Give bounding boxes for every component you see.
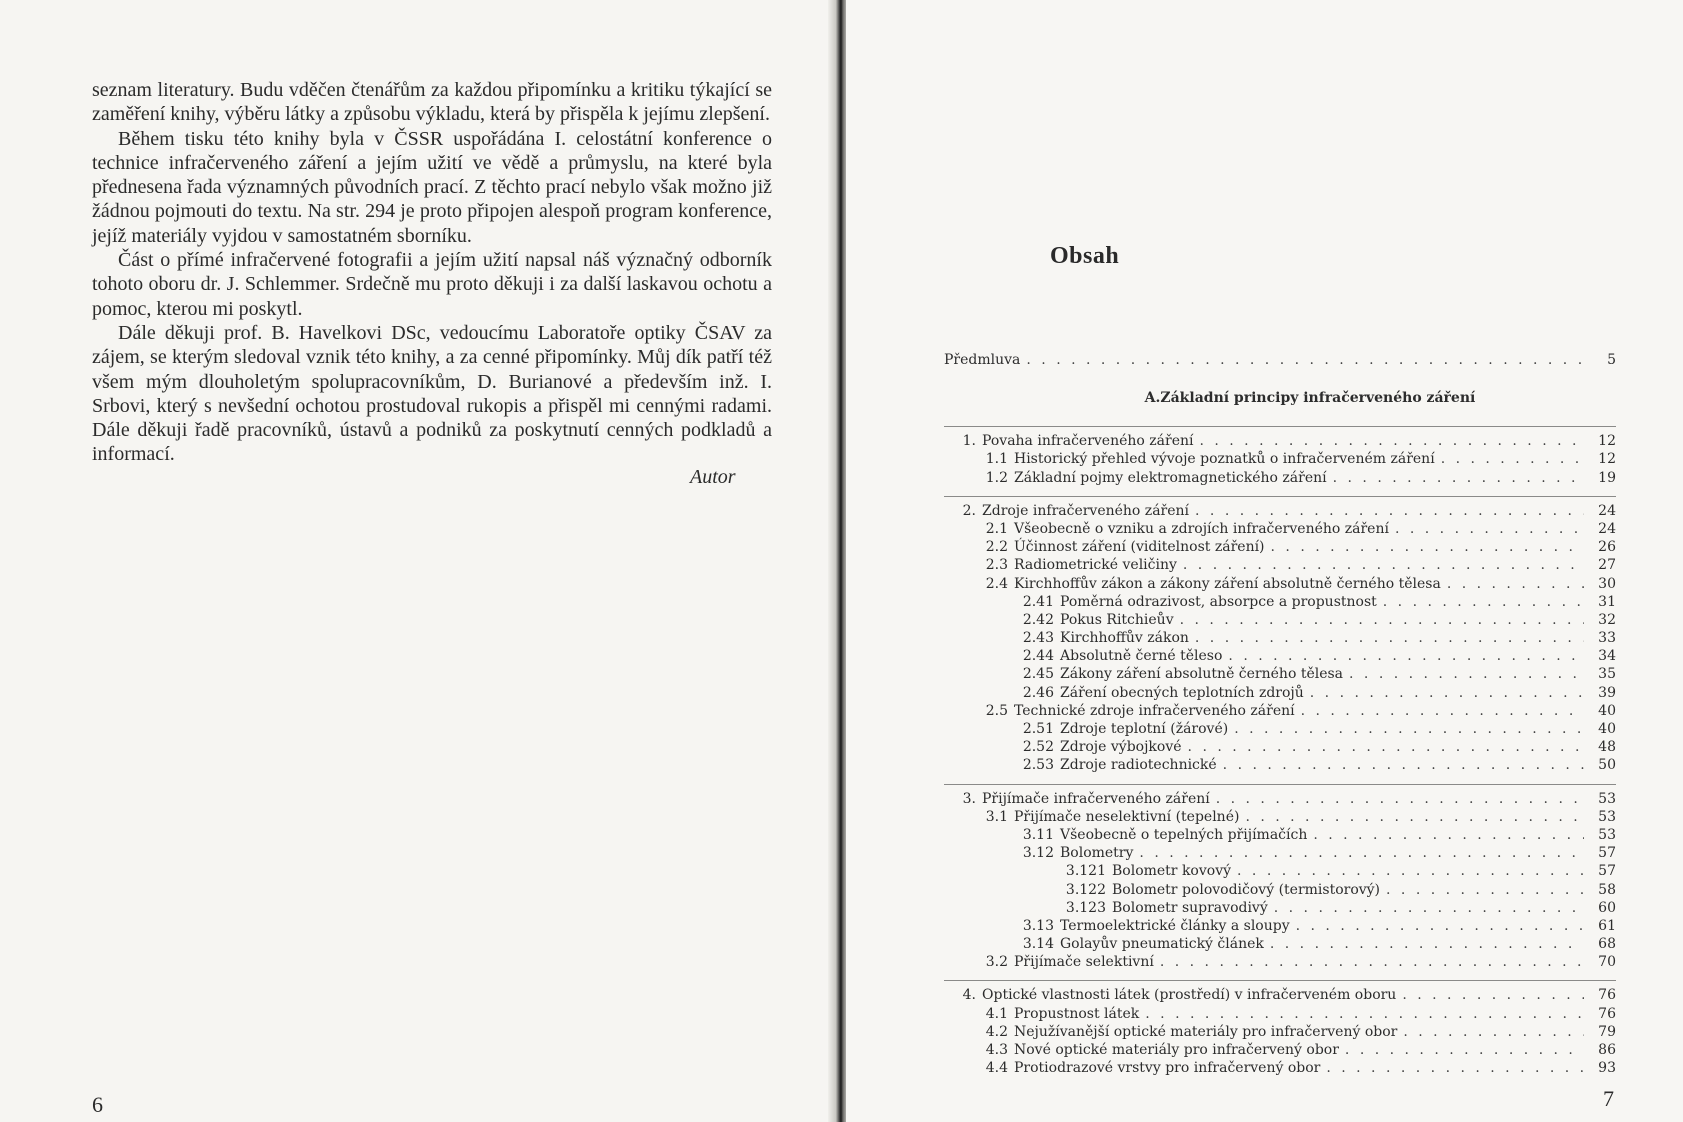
toc-label: Kirchhoffův zákon a zákony záření absolutně černého tělesa — [1014, 575, 1441, 592]
toc-leader-dots — [1402, 987, 1584, 1003]
toc-entry-row — [944, 612, 1616, 630]
toc-label: Všeobecně o vzniku a zdrojích infračerveného záření — [1014, 520, 1389, 537]
toc-leader-dots — [1310, 685, 1584, 701]
toc-label: Předmluva — [944, 352, 1021, 368]
toc-chapter-row — [944, 987, 1616, 1005]
left-page-body — [92, 78, 772, 467]
toc-chapter-row — [944, 433, 1616, 451]
toc-entry-row — [944, 757, 1616, 775]
paragraph: Během tisku této knihy byla v ČSSR uspořádána I. celostátní konference o technice infračerveného záření a jejím užití ve vědě a průmyslu, na které byla přednesena řada významných původních prací. Z těchto prací nebylo však možno již žádnou pojmouti do textu. Na str. 294 je proto připojen alespoň program konference, jejíž materiály vyjdou v samostatném sborníku. — [92, 127, 772, 247]
toc-label: Pokus Ritchieův — [1060, 611, 1174, 628]
toc-leader-dots — [1441, 451, 1584, 467]
toc-page: 12 — [1598, 433, 1616, 450]
toc-entry-row — [944, 1006, 1616, 1024]
toc-number: 2.41 — [1022, 593, 1054, 610]
toc-page: 24 — [1598, 502, 1616, 519]
toc-label: Golayův pneumatický článek — [1060, 936, 1264, 953]
toc-entry-row — [944, 954, 1616, 972]
toc-number: 4.1 — [985, 1005, 1008, 1022]
toc-entry-row — [944, 721, 1616, 739]
toc-entry-row — [944, 863, 1616, 881]
toc-entry-row — [944, 827, 1616, 845]
toc-number: 2.42 — [1022, 611, 1054, 628]
toc-label: Optické vlastnosti látek (prostředí) v infračerveném oboru — [982, 987, 1397, 1004]
toc-label: Přijímače neselektivní (tepelné) — [1014, 808, 1240, 825]
toc-page: 76 — [1598, 1005, 1616, 1022]
toc-leader-dots — [1326, 1060, 1584, 1076]
left-page — [0, 0, 836, 1122]
toc-entry-row — [944, 882, 1616, 900]
page-number-left: 6 — [92, 1092, 103, 1117]
toc-number: 2.52 — [1022, 739, 1054, 756]
toc-label: Povaha infračerveného záření — [982, 433, 1194, 450]
toc-number: 4.3 — [985, 1042, 1008, 1058]
toc-label: Bolometr supravodivý — [1112, 899, 1268, 916]
toc-leader-dots — [1195, 630, 1584, 646]
toc-title: Obsah — [1050, 243, 1120, 269]
toc-leader-dots — [1313, 827, 1584, 843]
toc-number: 4.4 — [985, 1060, 1008, 1077]
toc-number: 2.51 — [1022, 721, 1054, 737]
toc-label: Zdroje radiotechnické — [1060, 757, 1217, 774]
toc-page: 5 — [1607, 352, 1616, 368]
toc-entry-row — [944, 739, 1616, 757]
toc-number: 2.43 — [1022, 630, 1054, 647]
toc-leader-dots — [1245, 809, 1584, 825]
toc-entry-row — [944, 648, 1616, 666]
paragraph: Dále děkuji prof. B. Havelkovi DSc, vedoucímu Laboratoře optiky ČSAV za zájem, se kterým sledoval vznik této knihy, a za cenné připomínky. Můj dík patří též všem mým dlouholetým spolupracovníkům, D. Burianové a především inž. I. Srbovi, který s nevšední ochotou prostudoval rukopis a přispěl mi cennými radami. Dále děkuji řadě pracovníků, ústavů a podniků za poskytnutí cenných podkladů a informací. — [92, 321, 772, 466]
toc-number: 2.45 — [1022, 666, 1054, 683]
toc-number: 2.2 — [985, 539, 1008, 556]
toc-leader-dots — [1183, 557, 1584, 573]
toc-label: Protiodrazové vrstvy pro infračervený obor — [1014, 1060, 1321, 1077]
toc-number: 4.2 — [985, 1023, 1008, 1040]
toc-label: Bolometr polovodičový (termistorový) — [1112, 881, 1381, 898]
toc-number: 2.1 — [985, 520, 1008, 537]
toc-entry-row — [944, 576, 1616, 594]
toc-label: Propustnost látek — [1014, 1005, 1140, 1022]
toc-number: 2.3 — [985, 557, 1008, 574]
toc-entry-row — [944, 685, 1616, 703]
toc-leader-dots — [1349, 666, 1584, 682]
toc-page: 30 — [1598, 575, 1616, 592]
toc-page: 40 — [1598, 721, 1616, 737]
toc-leader-dots — [1447, 576, 1584, 592]
toc-entry-row — [944, 809, 1616, 827]
toc-label: Technické zdroje infračerveného záření — [1014, 702, 1295, 719]
toc-number: 3.14 — [1022, 936, 1054, 953]
toc-label: Kirchhoffův zákon — [1060, 630, 1189, 647]
toc-leader-dots — [1237, 863, 1584, 879]
toc-leader-dots — [1228, 648, 1584, 664]
toc-label: Nové optické materiály pro infračervený obor — [1014, 1042, 1339, 1058]
toc-entry-row — [944, 521, 1616, 539]
toc-number: 1. — [962, 433, 976, 450]
toc-page: 57 — [1598, 845, 1616, 862]
toc-page: 35 — [1598, 666, 1616, 683]
toc-preface — [944, 352, 1616, 370]
toc-leader-dots — [1270, 936, 1584, 952]
toc-number: 3.123 — [1065, 899, 1106, 916]
toc-number: 3.13 — [1022, 917, 1054, 934]
toc-label: Bolometr kovový — [1112, 863, 1232, 880]
toc-number: 3.11 — [1022, 826, 1054, 843]
toc-leader-dots — [1180, 612, 1584, 628]
toc-number: 3.1 — [985, 808, 1008, 825]
toc-chapters — [944, 426, 1616, 1078]
toc-separator — [944, 496, 1616, 497]
toc-leader-dots — [1395, 521, 1584, 537]
toc-entry-row — [944, 845, 1616, 863]
toc-page: 24 — [1598, 520, 1616, 537]
toc-page: 68 — [1598, 936, 1616, 953]
toc-label: Záření obecných teplotních zdrojů — [1060, 684, 1304, 701]
toc-page: 76 — [1598, 987, 1616, 1004]
toc-leader-dots — [1274, 900, 1584, 916]
toc-number: 2.46 — [1022, 684, 1054, 701]
toc-leader-dots — [1195, 503, 1584, 519]
table-of-contents — [944, 352, 1616, 1078]
toc-number: 3.121 — [1065, 863, 1106, 880]
toc-label: Absolutně černé těleso — [1060, 648, 1223, 665]
toc-leader-dots — [1216, 791, 1584, 807]
toc-entry-row — [944, 666, 1616, 684]
toc-leader-dots — [1234, 721, 1584, 737]
toc-page: 79 — [1598, 1023, 1616, 1040]
toc-entry-row — [944, 539, 1616, 557]
toc-number: 3. — [962, 790, 976, 807]
toc-entry-row — [944, 936, 1616, 954]
toc-label: Všeobecně o tepelných přijímačích — [1060, 826, 1308, 843]
toc-separator — [944, 426, 1616, 427]
toc-page: 53 — [1598, 808, 1616, 825]
toc-number: 4. — [962, 987, 976, 1004]
toc-chapter-row — [944, 791, 1616, 809]
toc-leader-dots — [1139, 845, 1584, 861]
toc-page: 12 — [1598, 451, 1616, 468]
toc-label: Základní pojmy elektromagnetického záření — [1014, 469, 1327, 486]
toc-label: Zákony záření absolutně černého tělesa — [1060, 666, 1344, 683]
toc-entry-row — [944, 594, 1616, 612]
toc-number: 3.2 — [985, 954, 1008, 971]
toc-entry-row — [944, 1060, 1616, 1078]
toc-leader-dots — [1223, 757, 1584, 773]
toc-label: Historický přehled vývoje poznatků o infračerveném záření — [1014, 451, 1435, 468]
toc-page: 86 — [1598, 1042, 1616, 1058]
toc-label: Zdroje teplotní (žárové) — [1060, 721, 1229, 737]
toc-entry-row — [944, 557, 1616, 575]
toc-page: 58 — [1598, 881, 1616, 898]
toc-entry-row — [944, 918, 1616, 936]
toc-page: 27 — [1598, 557, 1616, 574]
toc-leader-dots — [1145, 1006, 1584, 1022]
toc-leader-dots — [1271, 539, 1584, 555]
toc-separator — [944, 980, 1616, 981]
toc-entry-row — [944, 703, 1616, 721]
toc-number: 2.53 — [1022, 757, 1054, 774]
toc-label: Termoelektrické články a sloupy — [1060, 917, 1290, 934]
toc-label: Zdroje infračerveného záření — [982, 502, 1190, 519]
author-signature: Autor — [690, 466, 736, 488]
toc-page: 57 — [1598, 863, 1616, 880]
toc-number: 2.44 — [1022, 648, 1054, 665]
toc-leader-dots — [1383, 594, 1584, 610]
toc-entry-row — [944, 1024, 1616, 1042]
toc-separator — [944, 784, 1616, 785]
toc-entry-row — [944, 451, 1616, 469]
toc-page: 26 — [1598, 539, 1616, 556]
toc-entry-row — [944, 900, 1616, 918]
toc-leader-dots — [1403, 1024, 1584, 1040]
toc-section-heading: A.Základní principy infračerveného záření — [1144, 390, 1476, 407]
toc-page: 48 — [1598, 739, 1616, 756]
toc-page: 34 — [1598, 648, 1616, 665]
toc-leader-dots — [1188, 739, 1584, 755]
toc-number: 3.12 — [1022, 845, 1054, 862]
toc-entry-row — [944, 470, 1616, 488]
toc-leader-dots — [1386, 882, 1584, 898]
toc-leader-dots — [1301, 703, 1584, 719]
toc-chapter-row — [944, 503, 1616, 521]
toc-label: Přijímače infračerveného záření — [982, 790, 1210, 807]
toc-label: Radiometrické veličiny — [1014, 557, 1177, 574]
toc-entry-row — [944, 1042, 1616, 1060]
toc-page: 53 — [1598, 790, 1616, 807]
toc-number: 2.4 — [985, 575, 1008, 592]
page-number-right: 7 — [1603, 1086, 1614, 1111]
toc-page: 32 — [1598, 611, 1616, 628]
toc-entry-row — [944, 630, 1616, 648]
toc-page: 39 — [1598, 684, 1616, 701]
toc-page: 53 — [1598, 826, 1616, 843]
paragraph: Část o přímé infračervené fotografii a jejím užití napsal náš význačný odborník tohoto oboru dr. J. Schlemmer. Srdečně mu proto děkuji i za další laskavou ochotu a pomoc, kterou mi poskytl. — [92, 249, 772, 320]
toc-leader-dots — [1345, 1042, 1584, 1058]
toc-page: 61 — [1598, 917, 1616, 934]
toc-leader-dots — [1026, 352, 1584, 368]
toc-label: Přijímače selektivní — [1014, 954, 1154, 971]
toc-number: 2. — [962, 502, 976, 519]
toc-page: 70 — [1598, 954, 1616, 971]
toc-page: 33 — [1598, 630, 1616, 647]
toc-page: 31 — [1598, 593, 1616, 610]
toc-number: 1.2 — [985, 469, 1008, 486]
toc-page: 93 — [1598, 1060, 1616, 1077]
toc-label: Účinnost záření (viditelnost záření) — [1014, 539, 1265, 556]
toc-page: 40 — [1598, 702, 1616, 719]
toc-label: Nejužívanější optické materiály pro infračervený obor — [1014, 1023, 1398, 1040]
toc-number: 2.5 — [985, 702, 1008, 719]
toc-label: Bolometry — [1060, 845, 1134, 862]
toc-page: 19 — [1598, 469, 1616, 486]
toc-page: 50 — [1598, 757, 1616, 774]
toc-leader-dots — [1199, 433, 1584, 449]
toc-number: 3.122 — [1065, 881, 1106, 898]
toc-page: 60 — [1598, 899, 1616, 916]
toc-label: Poměrná odrazivost, absorpce a propustnost — [1060, 593, 1377, 610]
paragraph: seznam literatury. Budu vděčen čtenářům za každou připomínku a kritiku týkající se zaměření knihy, výběru látky a způsobu výkladu, která by přispěla k jejímu zlepšení. — [92, 79, 772, 126]
toc-leader-dots — [1160, 954, 1584, 970]
toc-leader-dots — [1333, 470, 1584, 486]
toc-number: 1.1 — [985, 451, 1008, 468]
toc-label: Zdroje výbojkové — [1060, 739, 1182, 756]
toc-leader-dots — [1296, 918, 1584, 934]
